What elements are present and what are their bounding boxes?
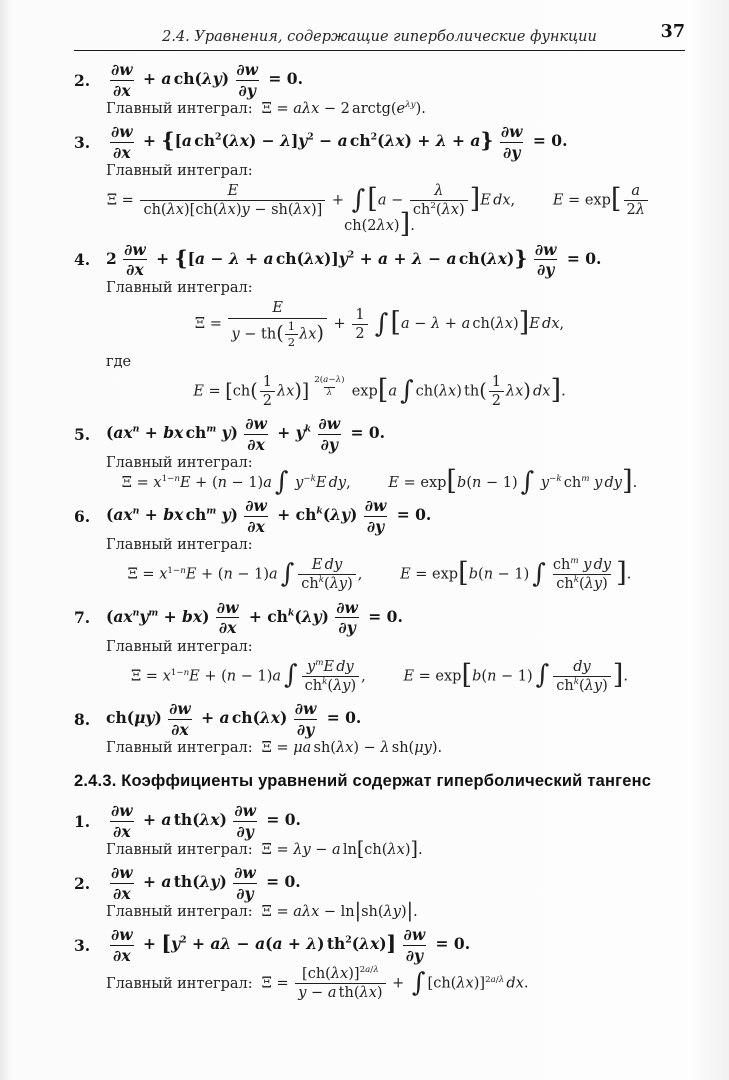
solution-row — [74, 639, 685, 655]
equation-row — [74, 802, 685, 840]
item-number: 2. — [74, 873, 91, 893]
equation-formula: $\frac{\partial w}{\partial x}$ + a th(λx) $\frac{\partial w}{\partial y}$ = 0. — [111, 801, 301, 841]
equation-item — [74, 801, 685, 861]
solution-row — [74, 101, 685, 117]
equation-formula: $\frac{\partial w}{\partial x}$ + [$y^2 + a\lambda - a(a + \lambda)$ $th^2(\lambda x)$] $\frac{\partial w}{\partial y}$ = 0. — [111, 925, 471, 965]
equation-item — [74, 926, 685, 1001]
solution-row — [74, 899, 685, 923]
solution-formula: Ξ = λy − a ln[ch(λx)]. — [261, 837, 423, 861]
equation-item — [74, 414, 685, 498]
equation-formula: $\frac{\partial w}{\partial x}$ + {[a $ch^2(\lambda x) - \lambda]y^2 - a$ $ch^2(\lambda x) + \lambda + a$} $\frac{\partial w}{\partial y}$ = 0. — [111, 122, 568, 162]
item-number: 6. — [74, 506, 91, 526]
solution-row — [74, 740, 685, 756]
solution-label: Главный интеграл: — [106, 537, 253, 554]
solution-label: Главный интеграл: — [106, 842, 253, 859]
equation-item — [74, 61, 685, 117]
equation-item — [74, 122, 685, 241]
equation-row — [74, 240, 685, 278]
solution-display-formula: E = [ch( $\frac{1}{2}$ λx)] $^{\frac{2(a-\lambda)}{\lambda}}$ exp[a ∫ ch(λx) th( $\frac{1}{2}$ λx) dx]. — [193, 373, 566, 409]
item-number: 1. — [74, 811, 91, 831]
equation-row — [74, 864, 685, 902]
equation-row — [74, 926, 685, 964]
equation-item — [74, 700, 685, 756]
solution-label: Главный интеграл: — [106, 163, 253, 179]
solution-display-formula: Ξ = $\frac{E}{ch(\lambda x)[ch(\lambda x)y - sh(\lambda x)]}$ + ∫[a − $\frac{\lambda}{ch^2(\lambda x)}$ ]E dx, E = exp[ $\frac{a}{2\lambda}$ ch(2λx)]. — [74, 183, 685, 234]
equation-formula: $(ax^ny^m + bx)$ $\frac{\partial w}{\partial x}$ + $ch^k(\lambda y)$ $\frac{\partial w}{\partial y}$ = 0. — [106, 597, 403, 638]
solution-display-formula: Ξ = E y − th( $\frac{1}{2}$ λx) + $\frac{1}{2}$ ∫[a − λ + a ch(λx)]E dx, — [194, 300, 565, 349]
header-rule — [74, 50, 685, 51]
solution-label: Главный интеграл: — [106, 740, 253, 757]
solution-row — [74, 455, 685, 471]
equation-item — [74, 497, 685, 592]
page-content — [74, 61, 685, 1002]
equation-formula: ($ax^n$ + bx $ch^m$ y) $\frac{\partial w}{\partial x}$ + $ch^k(\lambda y)$ $\frac{\partial w}{\partial y}$ = 0. — [106, 496, 432, 536]
item-number: 2. — [74, 70, 91, 90]
solution-label: Главный интеграл: — [106, 904, 253, 921]
equation-formula: 2 $\frac{\partial w}{\partial x}$ + {[a − λ + a $ch(\lambda x)]y^2 + a + \lambda - a$ ch(λx)} $\frac{\partial w}{\partial y}$ = 0. — [106, 239, 602, 279]
equation-row — [74, 497, 685, 535]
equation-formula: ch(μy) $\frac{\partial w}{\partial x}$ + a ch(λx) $\frac{\partial w}{\partial y}$ = 0. — [106, 699, 362, 739]
section-heading: 2.4.3. Коэффициенты уравнений содержат гиперболический тангенс — [74, 772, 652, 791]
item-number: 8. — [74, 709, 91, 729]
equation-row — [74, 700, 685, 738]
solution-display-formula: $\Xi = x^{1-n}E + (n - 1)a$ ∫ $\frac{\text{E dy}}{ch^k(\lambda y)}$ , E = exp[b(n − 1) ∫ $\frac{ch^m y dy}{ch^k(\lambda y)}$ ]. — [127, 556, 632, 593]
equation-row — [74, 61, 685, 99]
equation-row — [74, 415, 685, 453]
running-title: 2.4. Уравнения, содержащие гиперболические функции — [162, 29, 597, 45]
solution-formula: Ξ = aλx − ln|sh(λy)|. — [261, 899, 418, 923]
equation-row — [74, 599, 685, 637]
equation-row — [74, 123, 685, 161]
solution-row — [74, 280, 685, 296]
solution-row — [74, 537, 685, 553]
item-number: 7. — [74, 608, 91, 628]
page-header — [74, 22, 685, 50]
item-number: 3. — [74, 132, 91, 152]
solution-formula: Ξ = μa sh(λx) − λ sh(μy). — [261, 740, 443, 757]
equation-item — [74, 240, 685, 409]
solution-formula: Ξ = aλx − 2 $arctg(e^{\lambda y})$. — [261, 100, 426, 117]
equation-formula: $\frac{\partial w}{\partial x}$ + a ch(λy) $\frac{\partial w}{\partial y}$ = 0. — [111, 60, 303, 100]
equation-formula: $\frac{\partial w}{\partial x}$ + a th(λy) $\frac{\partial w}{\partial y}$ = 0. — [111, 863, 301, 903]
item-number: 5. — [74, 424, 91, 444]
solution-formula: Ξ = $\frac{[ch(\lambda x)]^{2a/\lambda}}{\text{y − a th(λx)}}$ + ∫ $[ch(\lambda x)]^{2a/\lambda}$ dx. — [261, 965, 529, 1002]
solution-row — [74, 163, 685, 179]
equation-formula: ($ax^n$ + bx $ch^m$ y) $\frac{\partial w}{\partial x}$ + $y^k$ $\frac{\partial w}{\partial y}$ = 0. — [106, 414, 386, 454]
solution-row — [74, 966, 685, 1001]
solution-label: Главный интеграл: — [106, 638, 253, 655]
solution-label: Главный интеграл: — [106, 455, 253, 472]
item-number: 3. — [74, 935, 91, 955]
equation-item — [74, 863, 685, 923]
item-number: 4. — [74, 249, 91, 269]
solution-row — [74, 837, 685, 861]
solution-label: Главный интеграл: — [106, 280, 253, 297]
equation-item — [74, 599, 685, 694]
solution-label: Главный интеграл: — [106, 101, 253, 117]
where-label: где — [106, 353, 132, 370]
solution-label: Главный интеграл: — [106, 975, 253, 992]
solution-display-formula: $\Xi = x^{1-n}E + (n - 1)a$ ∫ $y^{-k}E$ dy, E = exp[b(n − 1) ∫ $y^{-k}$ $ch^m$ y dy]. — [121, 465, 638, 498]
solution-display-formula: $\Xi = x^{1-n}E + (n - 1)a$ ∫ $\frac{y^mE dy}{ch^k(\lambda y)}$ , E = exp[b(n − 1) ∫ $\frac{dy}{ch^k(\lambda y)}$ ]. — [130, 657, 628, 694]
page-number: 37 — [660, 22, 685, 42]
